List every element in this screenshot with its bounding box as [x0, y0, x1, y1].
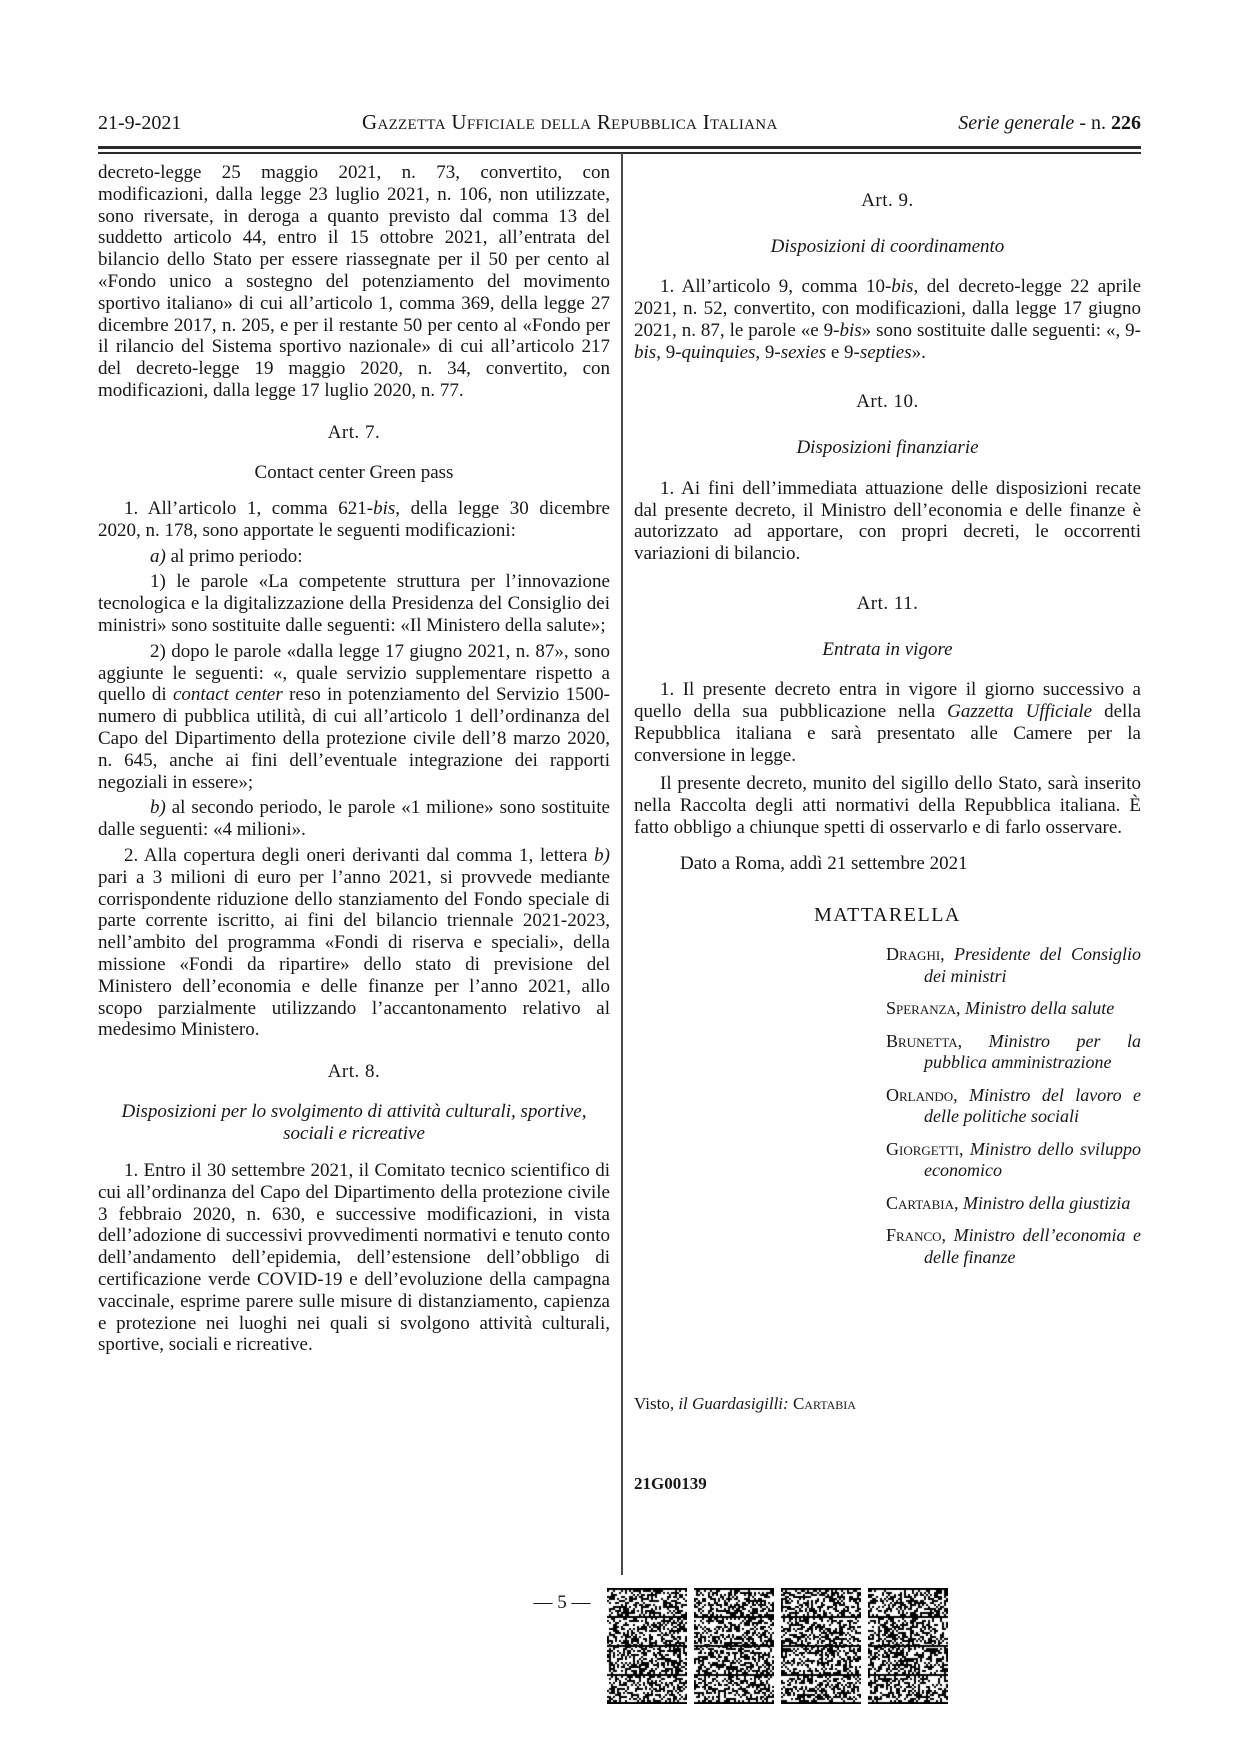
paragraph — [98, 797, 610, 841]
series-mid: - n. — [1074, 112, 1111, 134]
text-segment: » sono sostituite dalle seguenti: «, 9- — [861, 319, 1141, 341]
text-segment: b) — [594, 845, 610, 867]
minister-title: Presidente del Consiglio dei ministri — [924, 944, 1142, 986]
paragraph — [98, 546, 610, 568]
text-segment: bis — [634, 341, 657, 363]
digital-signature-barcode — [694, 1588, 774, 1704]
article-heading: Art. 11. — [856, 592, 919, 614]
text-segment: 1. Entro il 30 settembre 2021, il Comitato tecnico scientifico di cui all’ordinanza del Capo del Dipartimento della protezione civile 3 febbraio 2020, n. 630, e successive modificazioni, in vista dell’adozione di successivi provvedimenti normativi e tenuto conto dell’andamento dell’epidemia, dell’estensione dell’obbligo di certificazione verde COVID-19 e dell’evoluzione della campagna vaccinale, esprime parere sulle misure di distanziamento, capienza e protezione nei luoghi nei quali si svolgono attività culturali, sportive, sociali e ricreative. — [98, 1159, 610, 1356]
publication-code: 21G00139 — [634, 1474, 707, 1494]
signature-item: Giorgetti, Ministro dello sviluppo economico — [886, 1138, 1142, 1181]
text-segment: reso in potenziamento del Servizio 1500-numero di pubblica utilità, di cui all’articolo 1 dell’ordinanza del Capo del Dipartimento della protezione civile dell’8 marzo 2020, n. 645, anche ai fini dell’eventuale integrazione dei rapporti negoziali in essere»; — [98, 684, 610, 793]
article-subtitle: Entrata in vigore — [822, 638, 953, 660]
series-name: Serie generale — [958, 112, 1075, 134]
text-segment: 1. Il presente decreto entra in vigore il giorno successivo a quello della sua pubblicazione nella — [634, 679, 1141, 723]
minister-name: Brunetta — [886, 1030, 958, 1051]
minister-name: Draghi — [886, 944, 941, 965]
minister-name: Orlando — [886, 1084, 954, 1105]
digital-signature-barcode — [868, 1588, 948, 1704]
article-subtitle: Disposizioni finanziarie — [796, 437, 979, 459]
page-header — [98, 110, 1141, 135]
article-heading: Art. 8. — [327, 1061, 381, 1083]
text-segment: e 9- — [826, 341, 860, 363]
column-divider-rule — [621, 153, 623, 1575]
signature-item: Brunetta, Ministro per la pubblica amministrazione — [886, 1030, 1141, 1073]
paragraph — [634, 276, 1141, 363]
president-signature: MATTARELLA — [814, 903, 961, 926]
minister-title: Ministro dello sviluppo economico — [924, 1138, 1142, 1181]
signature-item: Cartabia, Ministro della giustizia — [886, 1192, 1131, 1213]
article-subtitle: Disposizioni per lo svolgimento di attività culturali, sportive, sociali e ricreative — [121, 1100, 587, 1145]
dateline: Dato a Roma, addì 21 settembre 2021 — [680, 852, 968, 874]
text-segment: , 9- — [755, 341, 781, 363]
minister-title: Ministro del lavoro e delle politiche sociali — [924, 1084, 1141, 1127]
text-segment: al secondo periodo, le parole «1 milione» sono sostituite dalle seguenti: «4 milioni». — [98, 797, 610, 841]
article-heading: Art. 7. — [327, 421, 381, 443]
paragraph — [634, 478, 1141, 565]
article-subtitle: Disposizioni di coordinamento — [770, 235, 1005, 257]
header-series — [958, 112, 1141, 135]
text-segment: b) — [150, 797, 166, 819]
ministers-signatures — [634, 944, 1141, 1268]
text-segment: Gazzetta Ufficiale — [947, 701, 1093, 723]
header-date: 21-9-2021 — [98, 112, 182, 134]
text-segment: 1) le parole «La competente struttura per l’innovazione tecnologica e la digitalizzazione della Presidenza del Consiglio dei ministri» sono sostituite dalle seguenti: «Il Ministero della salute»; — [98, 571, 610, 637]
text-segment: Visto, — [634, 1394, 679, 1414]
signature-item: Orlando, Ministro del lavoro e delle politiche sociali — [886, 1084, 1141, 1127]
text-segment: della Repubblica italiana e sarà presentato alle Camere per la conversione in legge. — [634, 701, 1141, 766]
text-segment: contact center — [172, 684, 283, 706]
series-number: 226 — [1110, 112, 1141, 134]
paragraph — [634, 679, 1141, 766]
barcode-strip — [607, 1588, 948, 1704]
digital-signature-barcode — [781, 1588, 861, 1704]
text-segment: bis — [373, 498, 396, 520]
text-segment: Cartabia — [792, 1394, 856, 1414]
minister-title: Ministro della giustizia — [962, 1192, 1131, 1213]
text-segment: il Guardasigilli: — [678, 1394, 793, 1414]
text-segment: septies — [859, 341, 912, 363]
text-segment: Il presente decreto, munito del sigillo dello Stato, sarà inserito nella Raccolta degli atti normativi della Repubblica italiana. È fatto obbligo a chiunque spetti di osservarlo e di farlo osservare. — [634, 773, 1141, 839]
minister-title: Ministro della salute — [964, 998, 1115, 1019]
header-double-rule — [98, 146, 1141, 154]
article-heading: Art. 10. — [856, 391, 919, 413]
minister-name: Giorgetti — [886, 1138, 959, 1159]
text-segment: bis — [839, 319, 862, 341]
minister-name: Cartabia — [886, 1192, 954, 1213]
signature-item: Speranza, Ministro della salute — [886, 998, 1115, 1019]
text-segment: bis — [891, 276, 914, 298]
text-segment: , 9- — [656, 341, 682, 363]
text-segment: 1. All’articolo 9, comma 10- — [660, 276, 892, 298]
paragraph — [634, 773, 1141, 838]
header-title: Gazzetta Ufficiale della Repubblica Italiana — [361, 110, 778, 134]
right-column — [634, 162, 1141, 1495]
paragraph — [98, 641, 610, 794]
paragraph — [98, 571, 610, 636]
spacer — [634, 1279, 1141, 1387]
visto-line — [634, 1393, 1141, 1415]
paragraph — [98, 1160, 610, 1356]
minister-name: Speranza — [886, 998, 956, 1019]
digital-signature-barcode — [607, 1588, 687, 1704]
signature-item: Draghi, Presidente del Consiglio dei ministri — [886, 944, 1142, 986]
minister-title: Ministro dell’economia e delle finanze — [924, 1225, 1142, 1267]
paragraph — [98, 498, 610, 542]
text-segment: 2. Alla copertura degli oneri derivanti dal comma 1, lettera — [124, 845, 595, 867]
article-subtitle: Contact center Green pass — [254, 461, 454, 483]
text-segment: pari a 3 milioni di euro per l’anno 2021, si provvede mediante corrispondente riduzione dello stanziamento del Fondo speciale di parte corrente iscritto, ai fini del bilancio triennale 2021-2023, nell’ambito del programma «Fondi di riserva e speciali», della missione «Fondi da ripartire» dello stato di previsione del Ministero dell’economia e delle finanze per l’anno 2021, allo scopo parzialmente utilizzando l’accantonamento relativo al medesimo Ministero. — [98, 866, 610, 1041]
article-heading: Art. 9. — [861, 190, 914, 211]
page-number: — 5 — — [533, 1592, 591, 1613]
text-segment: , della legge 30 dicembre 2020, n. 178, sono apportate le seguenti modificazioni: — [98, 498, 610, 541]
text-segment: quinquies — [681, 341, 756, 363]
text-segment: al primo periodo: — [165, 545, 303, 567]
paragraph — [98, 162, 610, 402]
text-segment: ». — [911, 341, 926, 363]
text-segment: decreto-legge 25 maggio 2021, n. 73, convertito, con modificazioni, dalla legge 23 luglio 2021, n. 106, non utilizzate, sono riversate, in deroga a quanto previsto dal comma 13 del suddetto articolo 44, entro il 15 ottobre 2021, all’entrata del bilancio dello Stato per essere riassegnate per il 50 per cento al «Fondo unico a sostegno del potenziamento del movimento sportivo italiano» di cui all’articolo 1, comma 369, della legge 27 dicembre 2017, n. 205, e per il restante 50 per cento al «Fondo per il rilancio del Sistema sportivo nazionale» di cui all’articolo 217 del decreto-legge 19 maggio 2020, n. 34, convertito, con modificazioni, dalla legge 17 luglio 2020, n. 77. — [98, 162, 610, 401]
signature-item: Franco, Ministro dell’economia e delle finanze — [886, 1225, 1142, 1267]
minister-name: Franco — [886, 1225, 942, 1246]
text-segment: a) — [150, 545, 166, 567]
text-segment: 2) dopo le parole «dalla legge 17 giugno 2021, n. 87», sono aggiunte le seguenti: «, quale servizio supplementare rispetto a quello di — [98, 640, 610, 706]
left-column — [98, 162, 610, 1360]
text-segment: , del decreto-legge 22 aprile 2021, n. 52, convertito, con modificazioni, dalla legge 17 giugno 2021, n. 87, le parole «e 9- — [634, 276, 1141, 341]
paragraph — [98, 845, 610, 1041]
text-segment: 1. All’articolo 1, comma 621- — [124, 498, 374, 520]
minister-title: Ministro per la pubblica amministrazione — [924, 1030, 1141, 1073]
text-segment: sexies — [780, 341, 827, 363]
text-segment: 1. Ai fini dell’immediata attuazione delle disposizioni recate dal presente decreto, il Ministro dell’economia e delle finanze è autorizzato ad apportare, con propri decreti, le occorrenti variazioni di bilancio. — [634, 477, 1141, 565]
